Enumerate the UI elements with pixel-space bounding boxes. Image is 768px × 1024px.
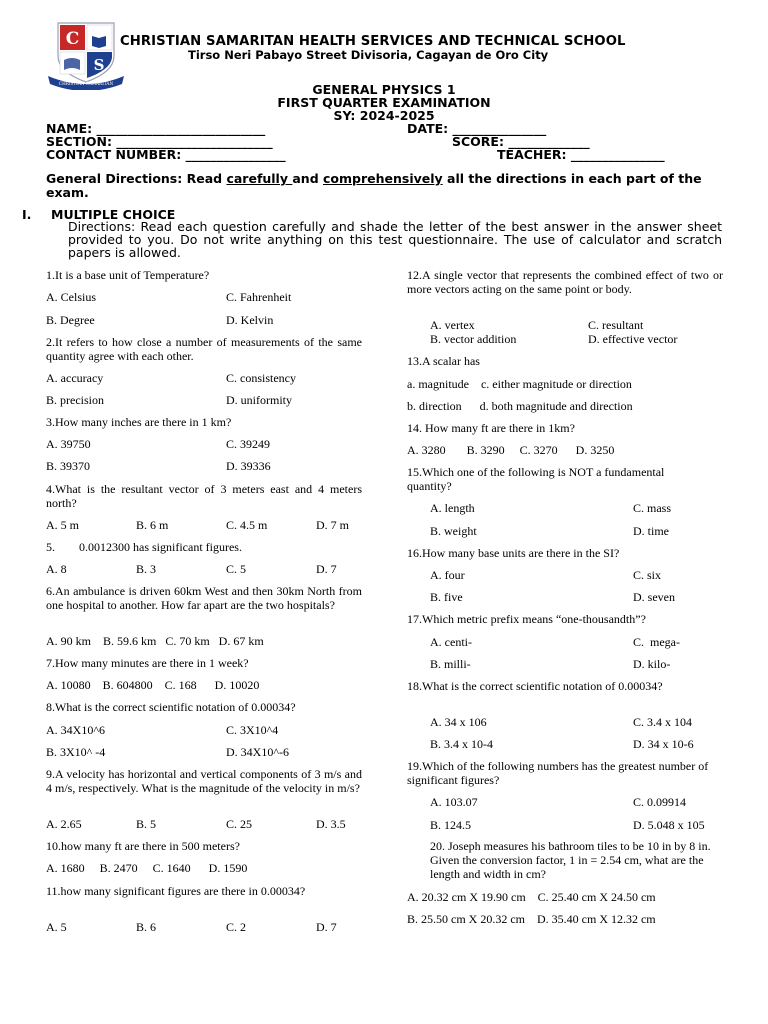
section-number: I.: [22, 207, 32, 222]
q16-option-c: C. six: [633, 568, 662, 582]
question-8: 8.What is the correct scientific notation of 0.00034?: [46, 700, 296, 714]
q11-option-a: A. 5: [46, 920, 67, 934]
q3-option-d: D. 39336: [226, 459, 271, 473]
q20-options-ac: A. 20.32 cm X 19.90 cm C. 25.40 cm X 24.50 cm: [407, 890, 656, 904]
q4-option-b: B. 6 m: [136, 518, 169, 532]
q5-option-a: A. 8: [46, 562, 67, 576]
q3-option-a: A. 39750: [46, 437, 91, 451]
question-1: 1.It is a base unit of Temperature?: [46, 268, 210, 282]
q1-option-d: D. Kelvin: [226, 313, 274, 327]
question-3: 3.How many inches are there in 1 km?: [46, 415, 232, 429]
school-logo: [44, 20, 128, 90]
question-5: 5. 0.0012300 has significant figures.: [46, 540, 242, 554]
section-title: MULTIPLE CHOICE: [51, 207, 176, 222]
exam-title: FIRST QUARTER EXAMINATION: [277, 95, 491, 110]
q4-option-c: C. 4.5 m: [226, 518, 268, 532]
q2-option-d: D. uniformity: [226, 393, 292, 407]
q17-option-d: D. kilo-: [633, 657, 671, 671]
q17-option-b: B. milli-: [430, 657, 471, 671]
question-13: 13.A scalar has: [407, 354, 480, 368]
question-4: 4.What is the resultant vector of 3 meters east and 4 meters north?: [46, 482, 362, 510]
contact-field: CONTACT NUMBER: ________________: [46, 147, 286, 162]
q1-option-b: B. Degree: [46, 313, 95, 327]
q19-option-b: B. 124.5: [430, 818, 472, 832]
q18-option-b: B. 3.4 x 10-4: [430, 737, 493, 751]
q1-option-a: A. Celsius: [46, 290, 97, 304]
q20-options-bd: B. 25.50 cm X 20.32 cm D. 35.40 cm X 12.32 cm: [407, 912, 656, 926]
q19-option-d: D. 5.048 x 105: [633, 818, 705, 832]
q19-option-a: A. 103.07: [430, 795, 478, 809]
q8-option-c: C. 3X10^4: [226, 723, 279, 737]
q2-option-a: A. accuracy: [46, 371, 104, 385]
school-name: CHRISTIAN SAMARITAN HEALTH SERVICES AND TECHNICAL SCHOOL: [120, 34, 626, 49]
q9-option-a: A. 2.65: [46, 817, 82, 831]
q5-option-d: D. 7: [316, 562, 337, 576]
q15-option-d: D. time: [633, 524, 669, 538]
question-12: 12.A single vector that represents the combined effect of two or more vectors acting on the same point or body.: [407, 268, 723, 296]
q8-option-d: D. 34X10^-6: [226, 745, 289, 759]
q3-option-b: B. 39370: [46, 459, 91, 473]
q13-options-bd: b. direction d. both magnitude and direction: [407, 399, 633, 413]
q11-option-c: C. 2: [226, 920, 247, 934]
q11-option-d: D. 7: [316, 920, 337, 934]
q15-option-b: B. weight: [430, 524, 477, 538]
question-14: 14. How many ft are there in 1km?: [407, 421, 575, 435]
q2-option-c: C. consistency: [226, 371, 296, 385]
section-field: SECTION: _________________________: [46, 134, 273, 149]
q15-option-c: C. mass: [633, 501, 672, 515]
question-11: 11.how many significant figures are there in 0.00034?: [46, 884, 306, 898]
logo-letter-c: C: [65, 29, 80, 49]
q8-option-a: A. 34X10^6: [46, 723, 105, 737]
logo-banner-text: CHRISTIAN SAMARITAN: [58, 81, 114, 86]
q7-options: A. 10080 B. 604800 C. 168 D. 10020: [46, 678, 260, 692]
question-9: 9.A velocity has horizontal and vertical components of 3 m/s and 4 m/s, respectively. What is the magnitude of the velocity in m/s?: [46, 767, 362, 795]
q10-options: A. 1680 B. 2470 C. 1640 D. 1590: [46, 861, 248, 875]
q8-option-b: B. 3X10^ -4: [46, 745, 106, 759]
q9-option-d: D. 3.5: [316, 817, 346, 831]
q16-option-a: A. four: [430, 568, 465, 582]
q9-option-b: B. 5: [136, 817, 157, 831]
q9-option-c: C. 25: [226, 817, 253, 831]
date-field: DATE: _______________: [407, 121, 547, 136]
q2-option-b: B. precision: [46, 393, 104, 407]
question-16: 16.How many base units are there in the SI?: [407, 546, 620, 560]
q17-option-c: C. mega-: [633, 635, 680, 649]
q14-options: A. 3280 B. 3290 C. 3270 D. 3250: [407, 443, 615, 457]
question-10: 10.how many ft are there in 500 meters?: [46, 839, 240, 853]
question-17: 17.Which metric prefix means “one-thousandth”?: [407, 612, 646, 626]
school-year: SY: 2024-2025: [333, 108, 435, 123]
q18-option-d: D. 34 x 10-6: [633, 737, 694, 751]
question-19: 19.Which of the following numbers has the greatest number of significant figures?: [407, 759, 709, 787]
section-directions: Directions: Read each question carefully and shade the letter of the best answer in the answer sheet provided to you. Do not write anything on this test questionnaire. The use of calculator and scratch papers is allowed.: [68, 219, 722, 260]
q12-option-a: A. vertex: [430, 318, 475, 332]
q4-option-d: D. 7 m: [316, 518, 349, 532]
q5-option-c: C. 5: [226, 562, 247, 576]
question-15: 15.Which one of the following is NOT a fundamental quantity?: [407, 465, 665, 493]
q12-option-c: C. resultant: [588, 318, 644, 332]
q5-option-b: B. 3: [136, 562, 157, 576]
logo-letter-s: S: [93, 56, 105, 74]
q16-option-d: D. seven: [633, 590, 675, 604]
question-20: 20. Joseph measures his bathroom tiles to be 10 in by 8 in. Given the conversion factor, 1 in = 2.54 cm, what are the length and width in cm?: [430, 839, 711, 881]
question-6: 6.An ambulance is driven 60km West and then 30km North from one hospital to another. How far apart are the two hospitals?: [46, 584, 362, 612]
question-2: 2.It refers to how close a number of measurements of the same quantity agree with each other.: [46, 335, 362, 363]
q4-option-a: A. 5 m: [46, 518, 79, 532]
teacher-field: TEACHER: _______________: [497, 147, 665, 162]
q17-option-a: A. centi-: [430, 635, 472, 649]
name-field: NAME: ___________________________: [46, 121, 266, 136]
q18-option-a: A. 34 x 106: [430, 715, 487, 729]
q11-option-b: B. 6: [136, 920, 157, 934]
q1-option-c: C. Fahrenheit: [226, 290, 292, 304]
q15-option-a: A. length: [430, 501, 475, 515]
q13-options-ac: a. magnitude c. either magnitude or direction: [407, 377, 632, 391]
q12-option-b: B. vector addition: [430, 332, 517, 346]
question-7: 7.How many minutes are there in 1 week?: [46, 656, 249, 670]
school-address: Tirso Neri Pabayo Street Divisoria, Cagayan de Oro City: [188, 48, 549, 62]
question-18: 18.What is the correct scientific notation of 0.00034?: [407, 679, 663, 693]
q3-option-c: C. 39249: [226, 437, 271, 451]
q18-option-c: C. 3.4 x 104: [633, 715, 693, 729]
q16-option-b: B. five: [430, 590, 463, 604]
general-directions: General Directions: Read carefully and comprehensively all the directions in each part of the exam.: [46, 171, 702, 200]
q19-option-c: C. 0.09914: [633, 795, 687, 809]
subject-title: GENERAL PHYSICS 1: [312, 82, 456, 97]
score-field: SCORE: _____________: [452, 134, 590, 149]
q12-option-d: D. effective vector: [588, 332, 678, 346]
q6-options: A. 90 km B. 59.6 km C. 70 km D. 67 km: [46, 634, 264, 648]
